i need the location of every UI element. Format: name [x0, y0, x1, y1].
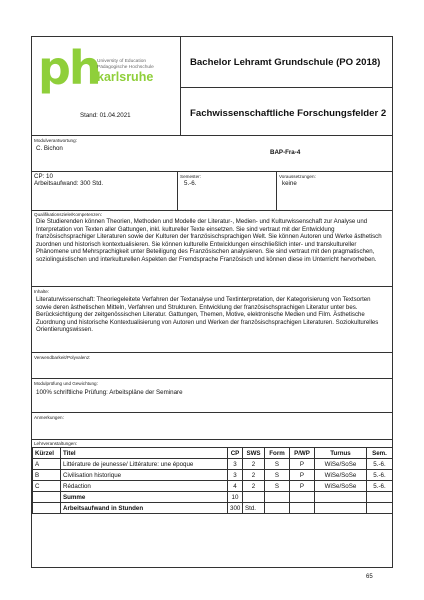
- cell-kuerzel: A: [33, 459, 61, 470]
- divider: [276, 171, 277, 210]
- divider: [32, 286, 392, 287]
- cell-turnus: WiSe/SoSe: [315, 481, 367, 492]
- table-row: [33, 481, 393, 492]
- header-divider: [180, 37, 181, 135]
- module-code: BAP-Fra-4: [270, 149, 301, 156]
- qualifikation-label: Qualifikationsziele/Kompetenzen:: [34, 212, 102, 217]
- cell-empty: [367, 492, 393, 503]
- verantwortung-value: C. Bichon: [36, 145, 63, 152]
- divider: [32, 378, 392, 379]
- logo-subtitle: [97, 59, 154, 70]
- col-header: CP: [228, 448, 243, 459]
- cell-empty: [290, 503, 315, 514]
- cell-empty: [367, 503, 393, 514]
- cell-form: S: [265, 481, 290, 492]
- cell-cp: 3: [228, 470, 243, 481]
- cp-value: CP: 10: [34, 173, 53, 180]
- courses-table: [32, 447, 393, 514]
- cell-titel: Rédaction: [61, 481, 228, 492]
- divider: [32, 210, 392, 211]
- cell-empty: [33, 503, 61, 514]
- col-header: Sem.: [367, 448, 393, 459]
- pruefung-text: 100% schriftliche Prüfung: Arbeitspläne der Seminare: [36, 389, 183, 396]
- cell-sws: 2: [243, 481, 265, 492]
- cell-sws: 2: [243, 459, 265, 470]
- cell-form: S: [265, 470, 290, 481]
- cell-turnus: WiSe/SoSe: [315, 459, 367, 470]
- cell-empty: [315, 503, 367, 514]
- divider: [32, 135, 392, 136]
- cell-kuerzel: C: [33, 481, 61, 492]
- cell-form: S: [265, 459, 290, 470]
- semester-value: 5.-6.: [184, 180, 197, 187]
- anmerkungen-label: Anmerkungen:: [34, 415, 64, 420]
- verantwortung-label: Modulverantwortung:: [34, 138, 77, 143]
- cell-cp: 3: [228, 459, 243, 470]
- pruefung-label: Modulprüfung und Gewichtung:: [34, 381, 98, 386]
- cell-empty: [243, 492, 265, 503]
- divider: [32, 171, 392, 172]
- cell-empty: [33, 492, 61, 503]
- page-number: 65: [366, 574, 373, 580]
- cell-turnus: WiSe/SoSe: [315, 470, 367, 481]
- cell-sws: 2: [243, 470, 265, 481]
- cell-cp: 4: [228, 481, 243, 492]
- voraussetzungen-value: keine: [282, 180, 297, 187]
- col-header: Turnus: [315, 448, 367, 459]
- divider: [177, 171, 178, 210]
- module-sheet: [31, 36, 393, 568]
- cell-pwp: P: [290, 470, 315, 481]
- aufwand-row: [33, 503, 393, 514]
- aufwand-value: 300: [228, 503, 243, 514]
- cell-pwp: P: [290, 459, 315, 470]
- semester-label: Semester:: [180, 174, 201, 179]
- col-header: SWS: [243, 448, 265, 459]
- cell-titel: Littérature de jeunesse/ Littérature: une époque: [61, 459, 228, 470]
- table-header-row: [33, 448, 393, 459]
- cell-empty: [290, 492, 315, 503]
- table-row: [33, 470, 393, 481]
- program-title: Bachelor Lehramt Grundschule (PO 2018): [190, 57, 381, 68]
- module-title: Fachwissenschaftliche Forschungsfelder 2: [190, 108, 387, 119]
- cell-kuerzel: B: [33, 470, 61, 481]
- table-row: [33, 459, 393, 470]
- cell-empty: [315, 492, 367, 503]
- aufwand-value: Arbeitsaufwand: 300 Std.: [34, 180, 104, 187]
- cell-sem: 5.-6.: [367, 481, 393, 492]
- aufwand-label: Arbeitsaufwand in Stunden: [61, 503, 228, 514]
- qualifikation-text: Die Studierenden können Theorien, Methoden und Modelle der Literatur-, Medien- und Kulturwissenschaft zur Analyse und Interpretation von Texten aller Gattungen, inkl. kultureller Texte einsetzen. Sie sind vertraut mit der Entwicklung französischsprachiger Literaturen sowie der Kulturen der französischsprachigen Welt. Sie können Autoren und Werke ästhetisch zuordnen und historisch kontextualisieren. Sie können kulturelle Entwicklungen einschließlich inter- und transkultureller Phänomene und Mehrsprachigkeit unter Beteiligung des Französischen analysieren. Sie sind vertraut mit den pragmatischen, soziolinguistischen und interkulturellen Aspekten der Fremdsprache Französisch und können diese im Unterricht hervorheben.: [36, 218, 382, 263]
- aufwand-unit: Std.: [243, 503, 265, 514]
- divider: [32, 352, 392, 353]
- logo-line-1: University of Education: [97, 59, 147, 64]
- cell-pwp: P: [290, 481, 315, 492]
- summe-row: [33, 492, 393, 503]
- summe-cp: 10: [228, 492, 243, 503]
- logo-line-2: Pädagogische Hochschule: [97, 64, 154, 70]
- divider: [32, 412, 392, 413]
- col-header: Form: [265, 448, 290, 459]
- logo-mark: ph: [38, 41, 100, 95]
- voraussetzungen-label: Voraussetzungen:: [279, 174, 316, 179]
- col-header: Titel: [61, 448, 228, 459]
- cell-empty: [265, 503, 290, 514]
- verwendbarkeit-label: Verwendbarkeit/Polyvalenz:: [34, 355, 91, 360]
- summe-label: Summe: [61, 492, 228, 503]
- cell-empty: [265, 492, 290, 503]
- col-header: P/WP: [290, 448, 315, 459]
- logo-brand: karlsruhe: [97, 70, 154, 84]
- stand-date: Stand: 01.04.2021: [80, 112, 131, 119]
- inhalte-text: Literaturwissenschaft: Theoriegeleitete Verfahren der Textanalyse und Textinterpretation, der Kategorisierung von Textsorten sowie deren ästhetischen Mitteln, Verfahren und Strukturen. Entwicklung der französischsprachigen Literatur unter bes. Berücksichtigung der zeitgenössischen Literatur. Gattungen, Themen, Motive, elektronische Medien und Film. Ästhetische Zuordnung und historische Kontextualisierung von Autoren und Werken der französischsprachigen Literaturen. Soziokulturelles Orientierungswissen.: [36, 296, 379, 334]
- cell-sem: 5.-6.: [367, 459, 393, 470]
- inhalte-label: Inhalte:: [34, 289, 50, 294]
- divider: [32, 439, 392, 440]
- col-header: Kürzel: [33, 448, 61, 459]
- cell-sem: 5.-6.: [367, 470, 393, 481]
- lehrveranstaltungen-label: Lehrveranstaltungen:: [34, 441, 78, 446]
- header-title-divider: [180, 87, 392, 88]
- cell-titel: Civilisation historique: [61, 470, 228, 481]
